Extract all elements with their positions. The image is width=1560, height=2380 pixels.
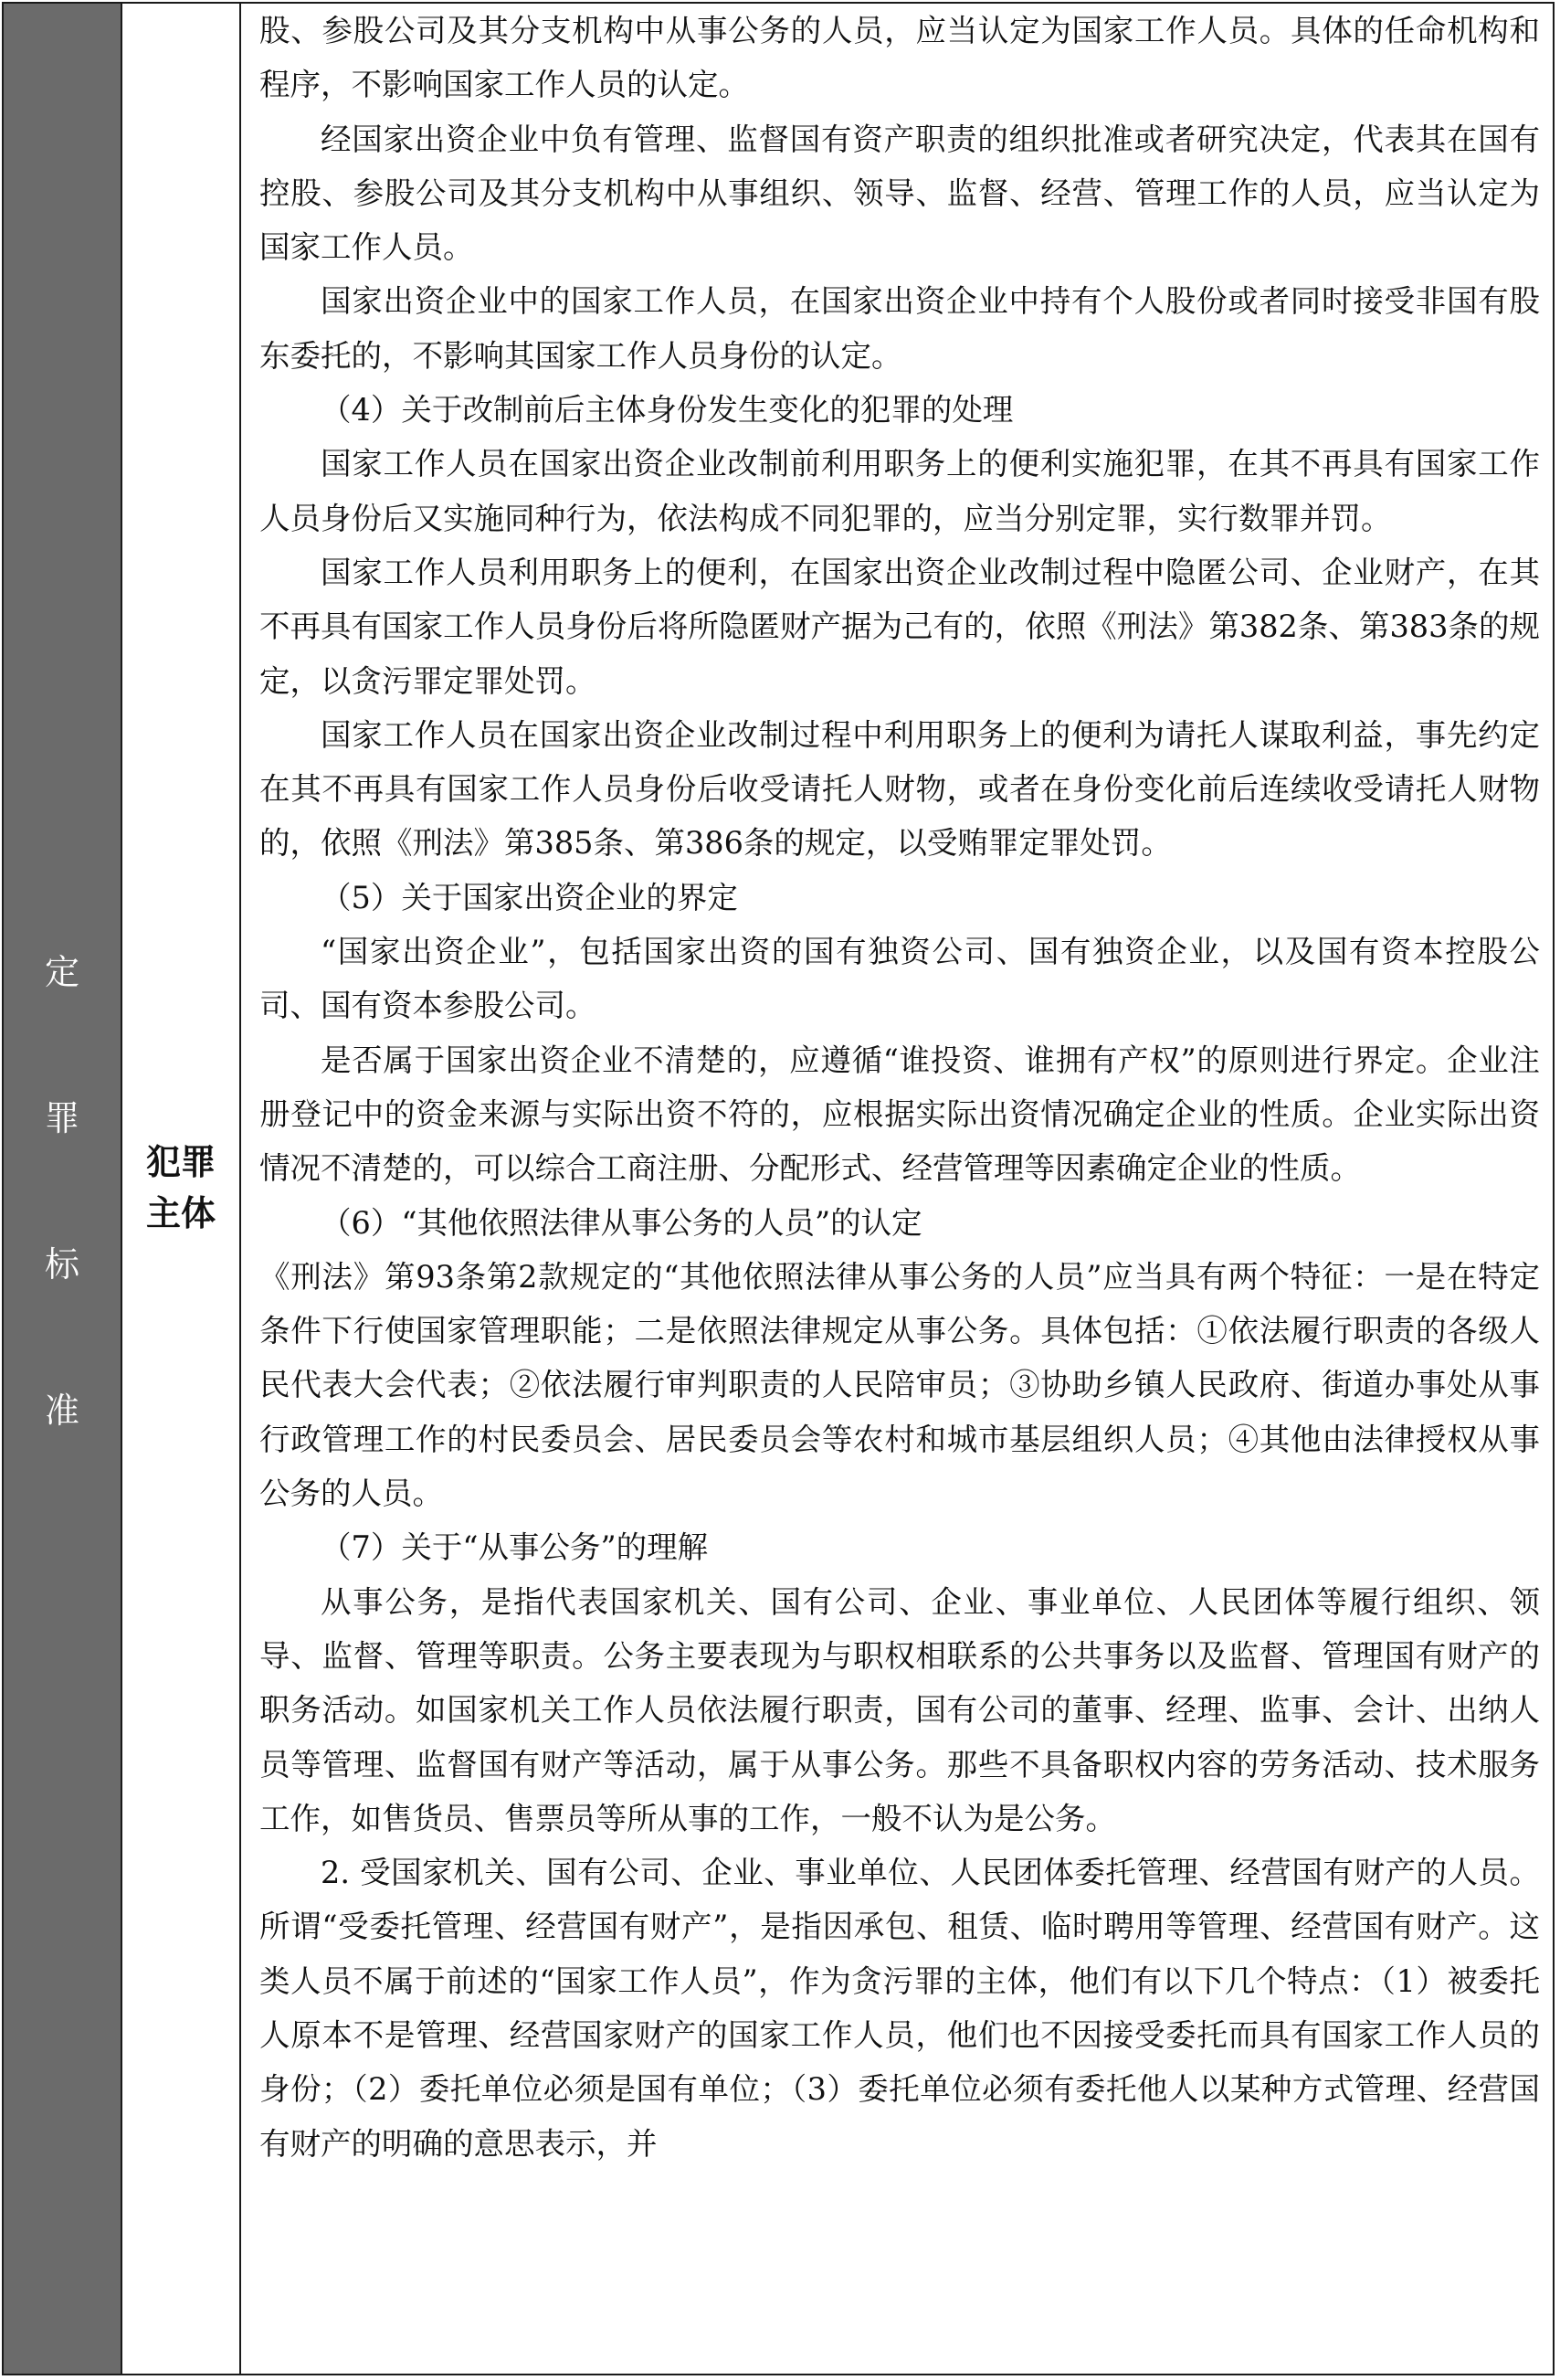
paragraph: （4）关于改制前后主体身份发生变化的犯罪的处理 bbox=[321, 392, 1014, 428]
paragraph: 《刑法》第93条第2款规定的“其他依照法律从事公务的人员”应当具有两个特征：一是在特定条件下行使国家管理职能；二是依照法律规定从事公务。具体包括：①依法履行职责的各级人民代表大会代表；②依法履行审判职责的人民陪审员；③协助乡镇人民政府、街道办事处从事行政管理工作的村民委员会、居民委员会等农村和城市基层组织人员；④其他由法律授权从事公务的人员。 bbox=[259, 1258, 1540, 1512]
paragraph: 国家出资企业中的国家工作人员，在国家出资企业中持有个人股份或者同时接受非国有股东委托的，不影响其国家工作人员身份的认定。 bbox=[259, 283, 1540, 374]
subcategory-line: 犯罪 bbox=[145, 1142, 216, 1182]
paragraph: 股、参股公司及其分支机构中从事公务的人员，应当认定为国家工作人员。具体的任命机构和程序，不影响国家工作人员的认定。 bbox=[259, 13, 1540, 103]
body-text bbox=[241, 4, 1553, 2374]
category-char: 准 bbox=[44, 1391, 79, 1431]
paragraph: 国家工作人员在国家出资企业改制过程中利用职务上的便利为请托人谋取利益，事先约定在其不再具有国家工作人员身份后收受请托人财物，或者在身份变化前后连续收受请托人财物的，依照《刑法》第385条、第386条的规定，以受贿罪定罪处罚。 bbox=[259, 716, 1540, 862]
paragraph: （5）关于国家出资企业的界定 bbox=[321, 879, 738, 915]
category-char: 罪 bbox=[44, 1098, 79, 1138]
paragraph: 国家工作人员在国家出资企业改制前利用职务上的便利实施犯罪，在其不再具有国家工作人员身份后又实施同种行为，依法构成不同犯罪的，应当分别定罪，实行数罪并罚。 bbox=[259, 446, 1540, 536]
paragraph: 从事公务，是指代表国家机关、国有公司、企业、事业单位、人民团体等履行组织、领导、监督、管理等职责。公务主要表现为与职权相联系的公共事务以及监督、管理国有财产的职务活动。如国家机关工作人员依法履行职责，国有公司的董事、经理、监事、会计、出纳人员等管理、监督国有财产等活动，属于从事公务。那些不具备职权内容的劳务活动、技术服务工作，如售货员、售票员等所从事的工作，一般不认为是公务。 bbox=[259, 1583, 1540, 1836]
category-char: 定 bbox=[44, 952, 79, 992]
subcategory-line: 主体 bbox=[145, 1193, 216, 1233]
paragraph: （7）关于“从事公务”的理解 bbox=[321, 1529, 709, 1566]
paragraph: “国家出资企业”，包括国家出资的国有独资公司、国有独资企业，以及国有资本控股公司、国有资本参股公司。 bbox=[259, 934, 1540, 1024]
paragraph: 是否属于国家出资企业不清楚的，应遵循“谁投资、谁拥有产权”的原则进行界定。企业注册登记中的资金来源与实际出资不符的，应根据实际出资情况确定企业的性质。企业实际出资情况不清楚的，可以综合工商注册、分配形式、经营管理等因素确定企业的性质。 bbox=[259, 1042, 1540, 1187]
paragraph: 国家工作人员利用职务上的便利，在国家出资企业改制过程中隐匿公司、企业财产，在其不再具有国家工作人员身份后将所隐匿财产据为己有的，依照《刑法》第382条、第383条的规定，以贪污罪定罪处罚。 bbox=[259, 554, 1540, 699]
subcategory-label bbox=[122, 1137, 239, 1239]
paragraph: （6）“其他依照法律从事公务的人员”的认定 bbox=[321, 1204, 922, 1241]
subcategory-column bbox=[122, 4, 241, 2374]
paragraph: 2. 受国家机关、国有公司、企业、事业单位、人民团体委托管理、经营国有财产的人员。所谓“受委托管理、经营国有财产”，是指因承包、租赁、临时聘用等管理、经营国有财产。这类人员不属于前述的“国家工作人员”，作为贪污罪的主体，他们有以下几个特点：（1）被委托人原本不是管理、经营国家财产的国家工作人员，他们也不因接受委托而具有国家工作人员的身份；（2）委托单位必须是国有单位；（3）委托单位必须有委托他人以某种方式管理、经营国有财产的明确的意思表示，并 bbox=[259, 1855, 1540, 2162]
category-column bbox=[4, 4, 122, 2374]
category-char: 标 bbox=[44, 1244, 79, 1285]
content-table bbox=[2, 2, 1555, 2375]
paragraph: 经国家出资企业中负有管理、监督国有资产职责的组织批准或者研究决定，代表其在国有控股、参股公司及其分支机构中从事组织、领导、监督、经营、管理工作的人员，应当认定为国家工作人员。 bbox=[259, 121, 1540, 266]
